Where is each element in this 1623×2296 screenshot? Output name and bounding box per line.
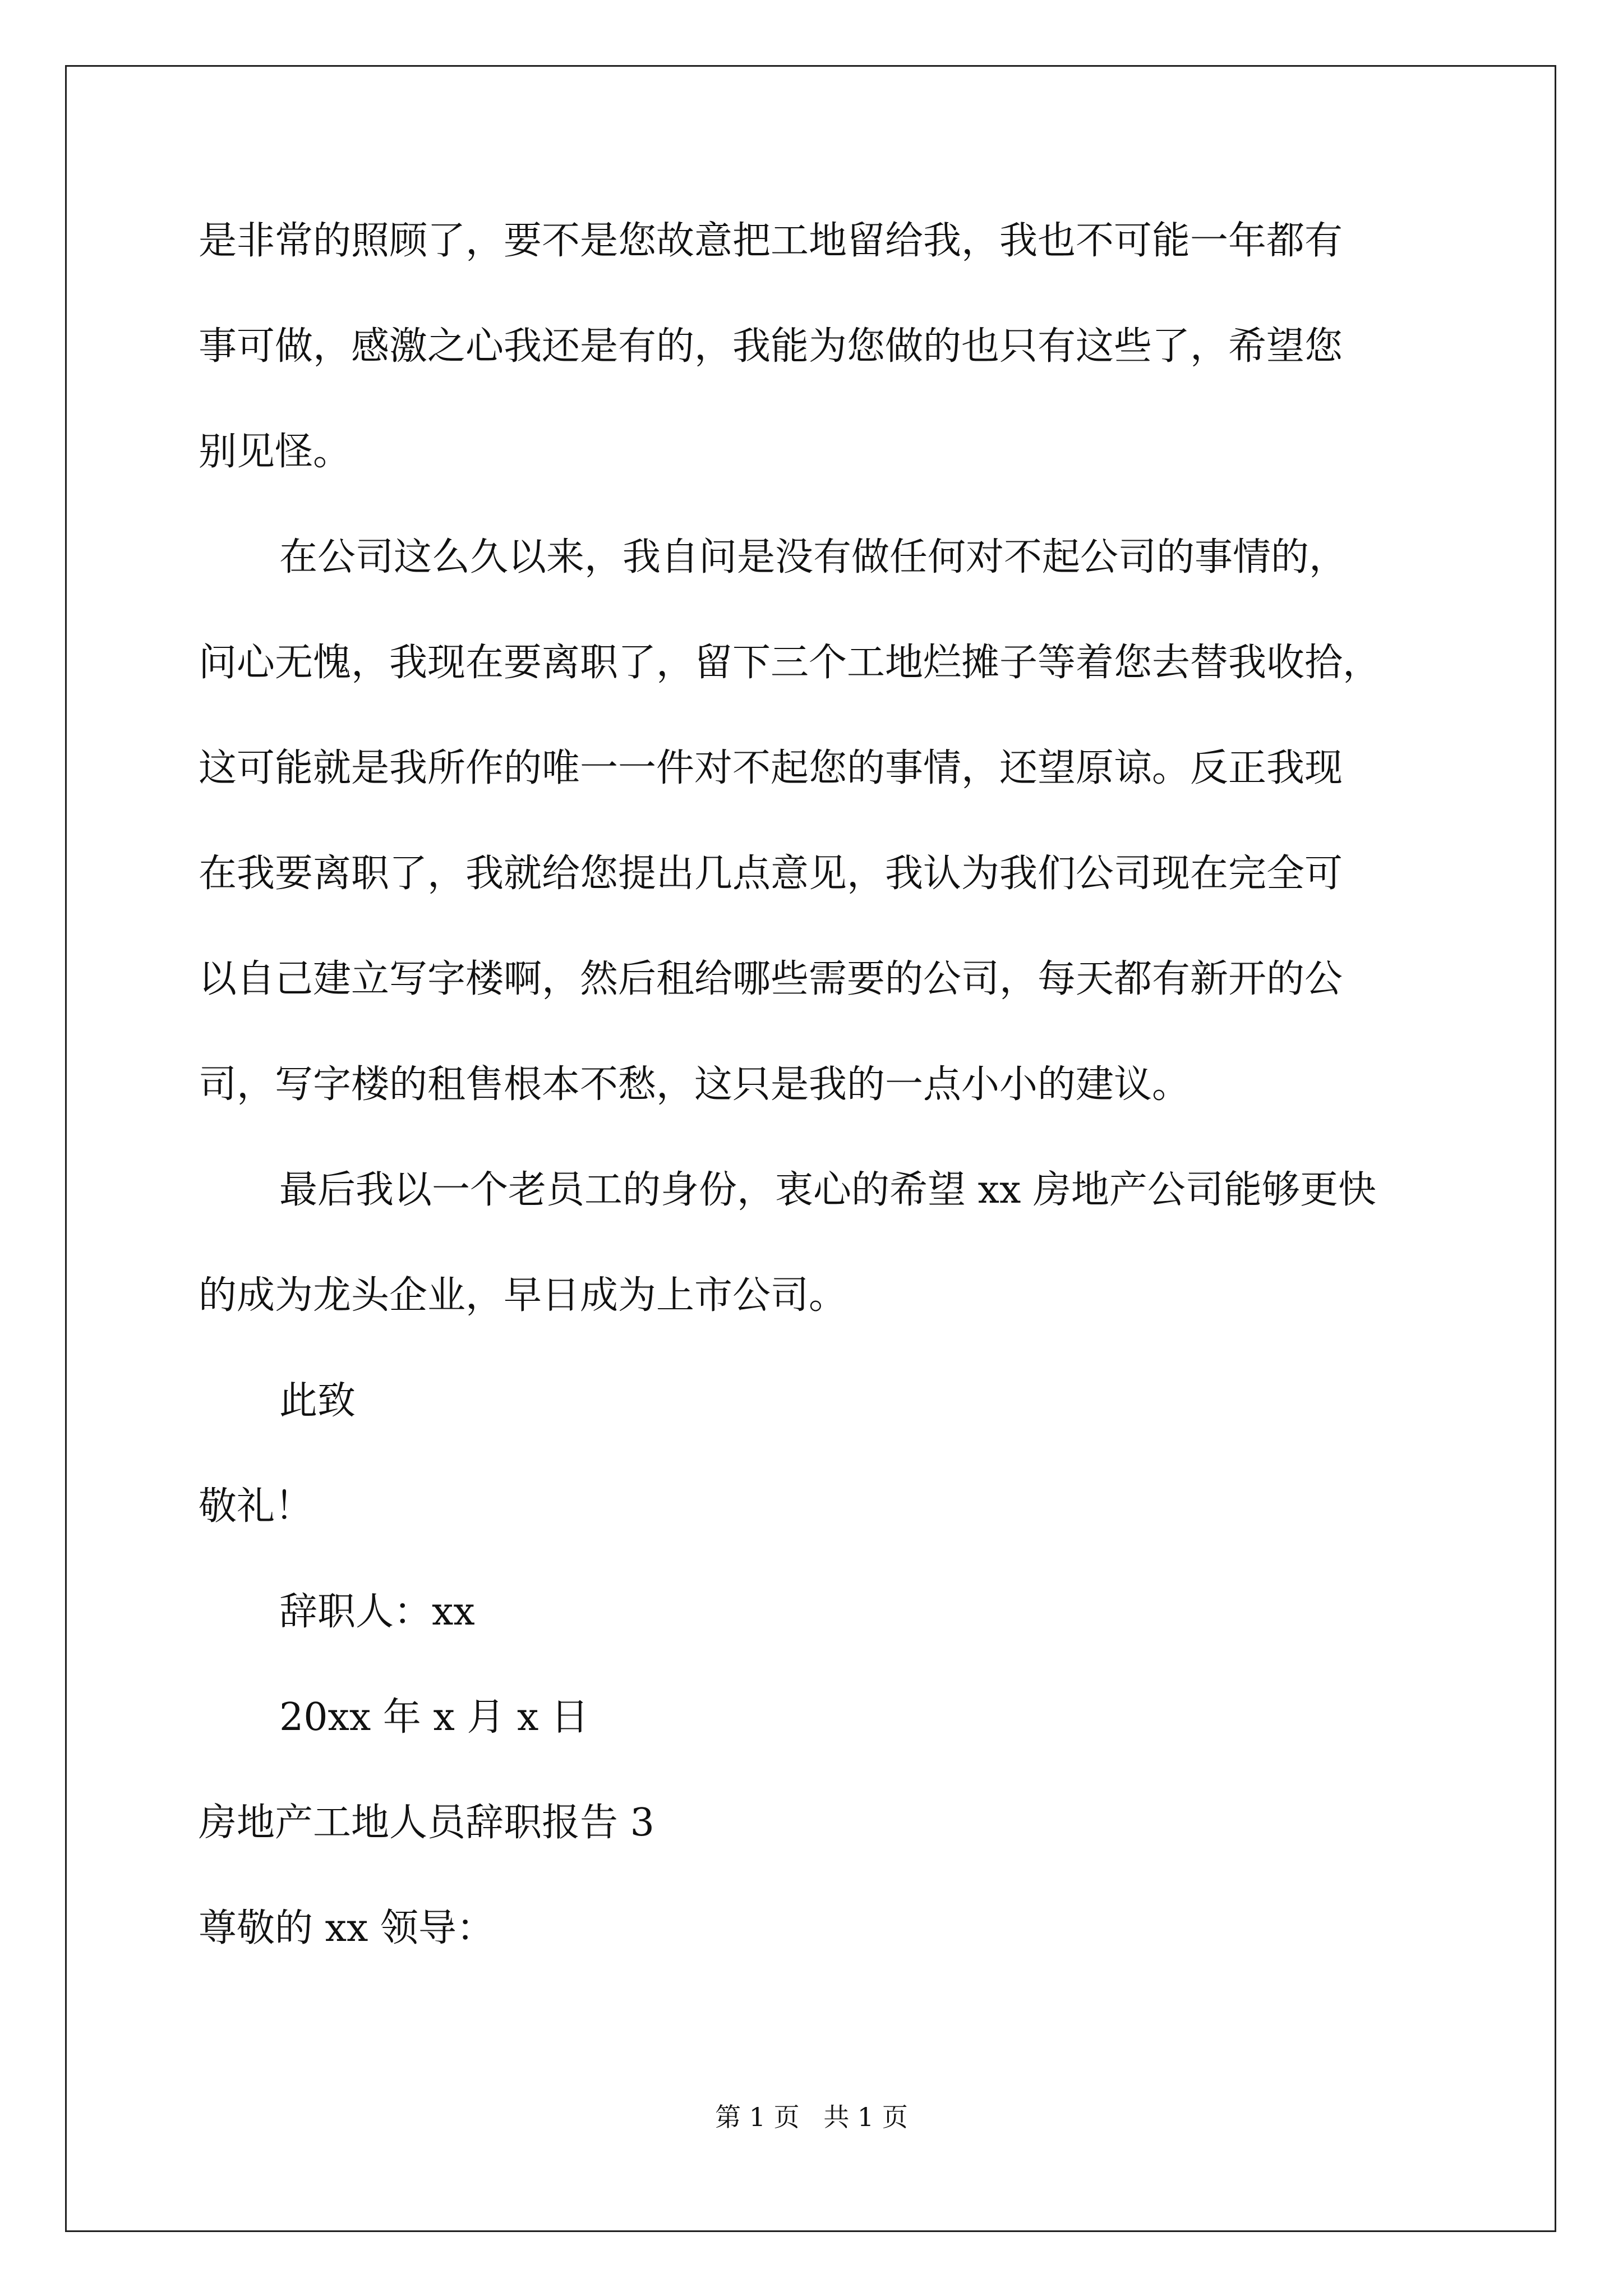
closing-salutation: 此致 [279,1379,356,1423]
text-line: 这可能就是我所作的唯一一件对不起您的事情，还望原谅。反正我现 [199,746,1343,790]
page-number: 第 1 页 [715,2102,800,2132]
text-line: 在我要离职了，我就给您提出几点意见，我认为我们公司现在完全可 [199,852,1343,896]
text-line: 在公司这么久以来，我自问是没有做任何对不起公司的事情的， [279,535,1348,579]
text-line: 别见怪。 [199,430,352,474]
text-line: 最后我以一个老员工的身份，衷心的希望 xx 房地产公司能够更快 [279,1168,1376,1212]
text-line: 以自己建立写字楼啊，然后租给哪些需要的公司，每天都有新开的公 [199,957,1343,1001]
page-total: 共 1 页 [823,2102,908,2132]
letter-greeting: 尊敬的 xx 领导： [199,1906,495,1950]
closing-regards: 敬礼！ [199,1484,313,1529]
text-line: 事可做，感激之心我还是有的，我能为您做的也只有这些了，希望您 [199,324,1343,369]
text-line: 是非常的照顾了，要不是您故意把工地留给我，我也不可能一年都有 [199,219,1343,263]
text-line: 司，写字楼的租售根本不愁，这只是我的一点小小的建议。 [199,1062,1191,1107]
signature-name: 辞职人：xx [279,1590,475,1634]
text-line: 的成为龙头企业，早日成为上市公司。 [199,1273,847,1318]
text-line: 问心无愧，我现在要离职了，留下三个工地烂摊子等着您去替我收拾， [199,641,1381,685]
signature-date: 20xx 年 x 月 x 日 [279,1695,589,1740]
section-title: 房地产工地人员辞职报告 3 [199,1801,654,1845]
page-footer [0,2100,1623,2134]
